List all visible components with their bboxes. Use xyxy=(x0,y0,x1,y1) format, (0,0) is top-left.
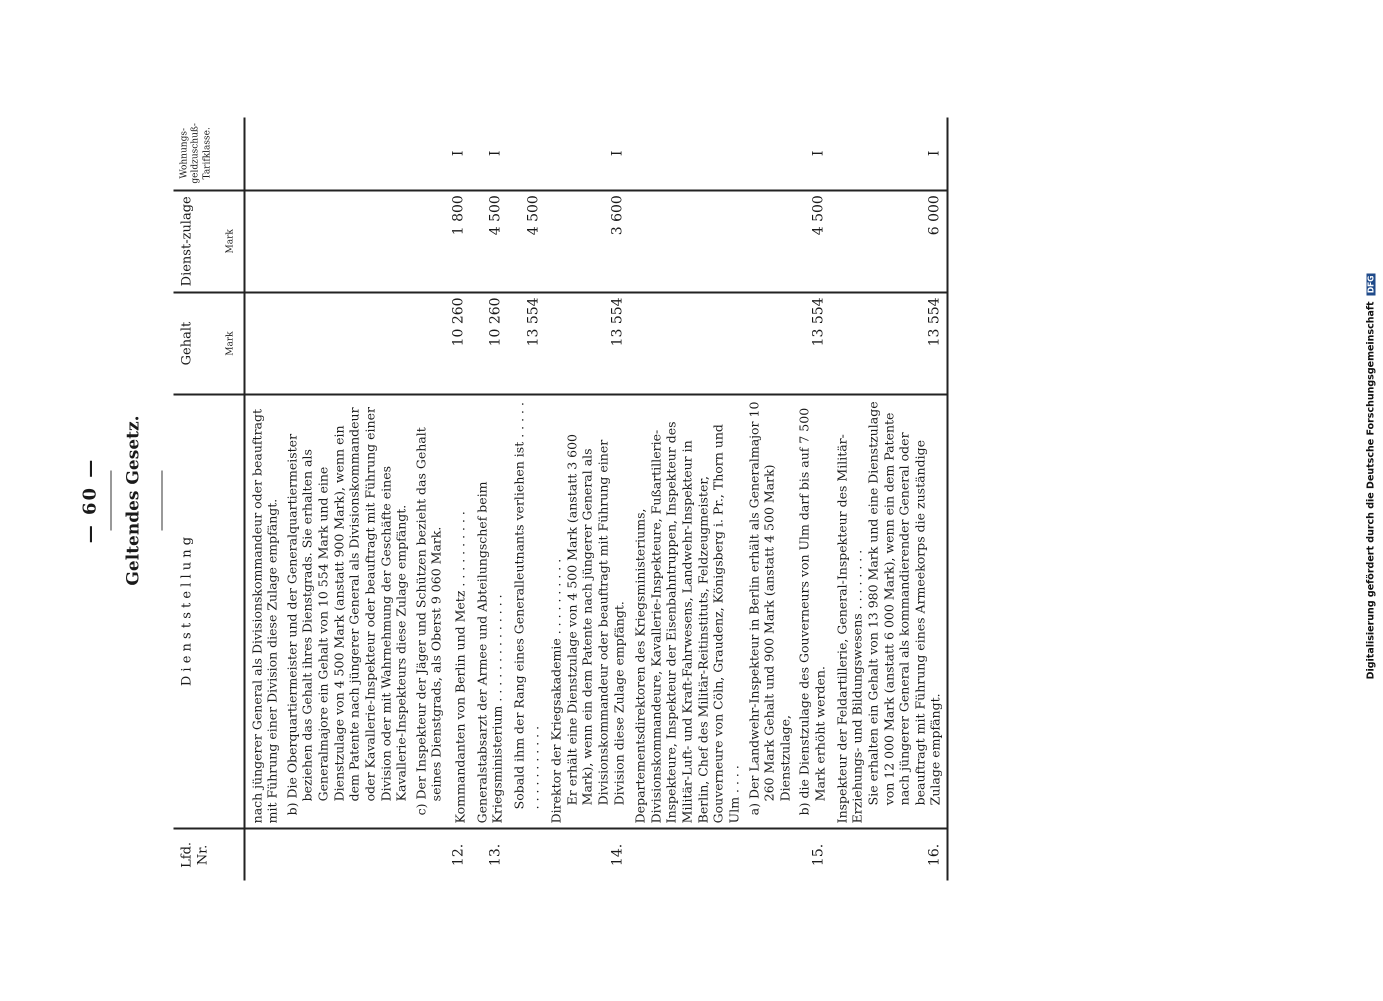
row-14-desc2: Er erhält eine Dienstzulage von 4 500 Mark (anstatt 3 600 Mark), wenn ein dem Patente nach jüngerer General als Divisionskommandeur oder beauftragt mit Führung einer Division diese Zulage empfängt. xyxy=(564,433,626,806)
cont-text-b: b) Die Oberquartiermeister und der Generalquartiermeister beziehen das Gehalt ihres Dienstgrads. Sie erhalten als Generalmajore ein Gehalt von 10 554 Mark und eine Dienstzulage von 4 500 Mark (anstatt 900 Mark), wenn ein dem Patente nach jüngerer General als Divisionskommandeur oder Kavallerie-Inspekteur oder beauftragt mit Führung einer Division oder mit Wahrnehmung der Geschäfte eines Kavallerie-Inspekteurs diese Zulage empfängt. xyxy=(284,407,409,816)
row-15-gehalt: 13 554 xyxy=(630,292,832,394)
row-16-gehalt: 13 554 xyxy=(831,292,947,394)
page-number: — 60 — xyxy=(79,457,101,544)
row-13-zulage: 4 500 xyxy=(471,190,508,292)
row-15-sub-a: a) Der Landwehr-Inspekteur in Berlin erhält als Generalmajor 10 260 Mark Gehalt und 900 Mark (anstatt 4 500 Mark) Dienstzulage, xyxy=(746,401,793,816)
row-14-nr: 14. xyxy=(546,828,630,880)
row-13-nr: 13. xyxy=(471,828,508,880)
table-row xyxy=(546,118,630,881)
cont-text-a: nach jüngerer General als Divisionskommandeur oder beauftragt mit Führung einer Division diese Zulage empfängt. xyxy=(249,408,280,824)
row-16-klasse: I xyxy=(831,118,947,191)
header-rule xyxy=(111,471,112,531)
row-12-zulage: 1 800 xyxy=(448,190,472,292)
col-header-gehalt xyxy=(174,292,245,394)
row-13-klasse: I xyxy=(487,150,504,157)
row-12-desc: Kommandanten von Berlin und Metz . . . . . . . . . . xyxy=(448,395,472,829)
col-header-dienststellung: D i e n s t s t e l l u n g xyxy=(174,395,245,829)
table-row xyxy=(508,118,545,881)
row-13-gehalt2: 13 554 xyxy=(508,292,545,394)
dfg-badge: DFG xyxy=(1366,275,1376,294)
credit-text: Digitalisierung gefördert durch die Deutsche Forschungsgemeinschaft xyxy=(1365,301,1377,680)
digitization-credit xyxy=(1366,87,1377,867)
header-rule-lower xyxy=(162,471,163,531)
row-15-nr: 15. xyxy=(630,828,832,880)
row-15-desc: Departementsdirektoren des Kriegsministeriums, Divisionskommandeure, Kavallerie-Inspekteure, Fußartillerie-Inspekteure, Inspekteur der Eisenbahntruppen, Inspekteur des Militär-Luft- und Kraft-Fahrwesens, Landwehr-Inspekteur in Berlin, Chef des Militär-Reitinstituts, Feldzeugmeister, Gouverneure von Cöln, Graudenz, Königsberg i. Pr., Thorn und Ulm . . . . xyxy=(632,421,742,824)
row-13-desc2: Sobald ihm der Rang eines Generalleutnants verliehen ist . . . . . . . . . . . . . . . . xyxy=(508,395,545,829)
row-14-desc: Direktor der Kriegsakademie . . . . . . . . . . xyxy=(548,558,564,824)
row-16-desc: Inspekteur der Feldartillerie, General-Inspekteur des Militär-Erziehungs- und Bildungswesens . . . . . . . . xyxy=(834,434,865,824)
gehalt-label: Gehalt xyxy=(179,321,195,366)
col-header-dienstzulage xyxy=(174,190,245,292)
dienstzulage-unit: Mark xyxy=(225,229,236,254)
row-15-klasse: I xyxy=(810,150,827,157)
row-12-gehalt: 10 260 xyxy=(448,292,472,394)
dienstzulage-label: Dienst-zulage xyxy=(179,196,195,287)
table-row xyxy=(244,118,448,881)
row-16-nr: 16. xyxy=(831,828,947,880)
salary-table xyxy=(174,118,949,881)
row-15-zulage: 4 500 xyxy=(630,190,832,292)
row-16-zulage: 6 000 xyxy=(831,190,947,292)
section-title: Geltendes Gesetz. xyxy=(123,415,144,586)
row-14-klasse: I xyxy=(609,150,626,157)
gehalt-unit: Mark xyxy=(225,331,236,356)
page-header xyxy=(80,1,163,1001)
row-16-desc2: Sie erhalten ein Gehalt von 13 980 Mark und eine Dienstzulage von 12 000 Mark (anstatt 6 000 Mark), wenn ein dem Patente nach jüngerer General als kommandierender General oder beauftragt mit Führung eines Armeekorps die zuständige Zulage empfängt. xyxy=(865,401,943,806)
cont-text-c: c) Der Inspekteur der Jäger und Schützen bezieht das Gehalt seines Dienstgrads, als Oberst 9 060 Mark. xyxy=(413,427,444,816)
table-row xyxy=(448,118,472,881)
table-row xyxy=(471,118,508,881)
table-row xyxy=(630,118,832,881)
row-15-sub-b: b) die Dienstzulage des Gouverneurs von Ulm darf bis auf 7 500 Mark erhöht werden. xyxy=(796,407,828,816)
col-header-tarifklasse: Wohnungs-geldzuschuß-Tarifklasse. xyxy=(174,118,245,191)
table-row xyxy=(831,118,947,881)
row-12-nr: 12. xyxy=(448,828,472,880)
row-12-klasse: I xyxy=(450,150,467,157)
row-14-gehalt: 13 554 xyxy=(546,292,630,394)
row-13-gehalt: 10 260 xyxy=(471,292,508,394)
col-header-nr: Lfd. Nr. xyxy=(174,828,245,880)
row-14-zulage: 3 600 xyxy=(546,190,630,292)
rotated-document-page xyxy=(0,1,1383,1001)
table-header-row xyxy=(174,118,245,881)
row-13-desc: Generalstabsarzt der Armee und Abteilungschef beim Kriegsministerium . . . . . . . . . . . . . . xyxy=(471,395,508,829)
row-13-zulage2: 4 500 xyxy=(508,190,545,292)
